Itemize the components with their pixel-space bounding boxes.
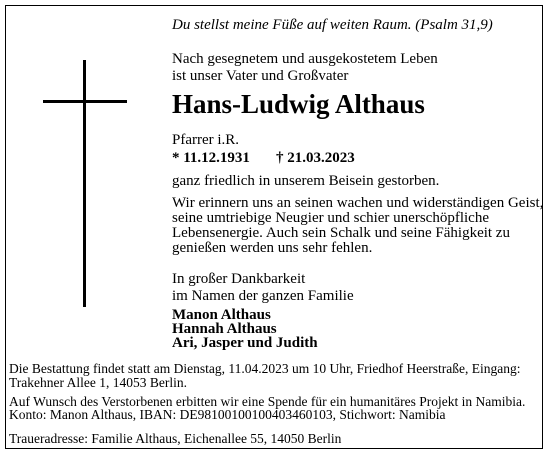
burial-info (9, 362, 520, 390)
memory-line: seine umtriebige Neugier und schier unerschöpfliche (172, 210, 489, 226)
mourning-address: Traueradresse: Familie Althaus, Eichenallee 55, 14050 Berlin (9, 431, 342, 446)
family-member: Hannah Althaus (172, 321, 277, 337)
memory-line: Wir erinnern uns an seinen wachen und widerständigen Geist, (172, 195, 544, 211)
intro-line: ist unser Vater und Großvater (172, 68, 349, 84)
deceased-name: Hans-Ludwig Althaus (172, 89, 425, 119)
thanks-text (172, 271, 354, 305)
burial-line: Trakehner Allee 1, 14053 Berlin. (9, 375, 187, 390)
death-text: ganz friedlich in unserem Beisein gestorben. (172, 173, 440, 189)
intro-line: Nach gesegnetem und ausgekostetem Leben (172, 51, 438, 67)
donation-line: Auf Wunsch des Verstorbenen erbitten wir eine Spende für ein humanitäres Projekt in Namibia. (9, 394, 526, 409)
burial-line: Die Bestattung findet statt am Dienstag, 11.04.2023 um 10 Uhr, Friedhof Heerstraße, Eingang: (9, 361, 521, 376)
family-member: Manon Althaus (172, 307, 271, 323)
birth-date: * 11.12.1931 (172, 150, 250, 166)
donation-line: Konto: Manon Althaus, IBAN: DE98100100100403460103, Stichwort: Namibia (9, 407, 446, 422)
donation-info (9, 395, 525, 421)
thanks-line: In großer Dankbarkeit (172, 271, 306, 287)
thanks-line: im Namen der ganzen Familie (172, 288, 354, 304)
deceased-title: Pfarrer i.R. (172, 132, 240, 148)
memory-line: Lebensenergie. Auch sein Schalk und seine Fähigkeit zu (172, 225, 510, 241)
psalm-quote: Du stellst meine Füße auf weiten Raum. (Psalm 31,9) (172, 17, 493, 33)
family-member: Ari, Jasper und Judith (172, 335, 318, 351)
family-names (172, 308, 318, 350)
memory-line: genießen werden uns sehr fehlen. (172, 240, 373, 256)
cross-icon-bar (43, 100, 127, 103)
cross-icon (83, 60, 86, 307)
death-date: † 21.03.2023 (276, 150, 355, 166)
memory-text (172, 196, 543, 256)
intro-text (172, 51, 438, 85)
